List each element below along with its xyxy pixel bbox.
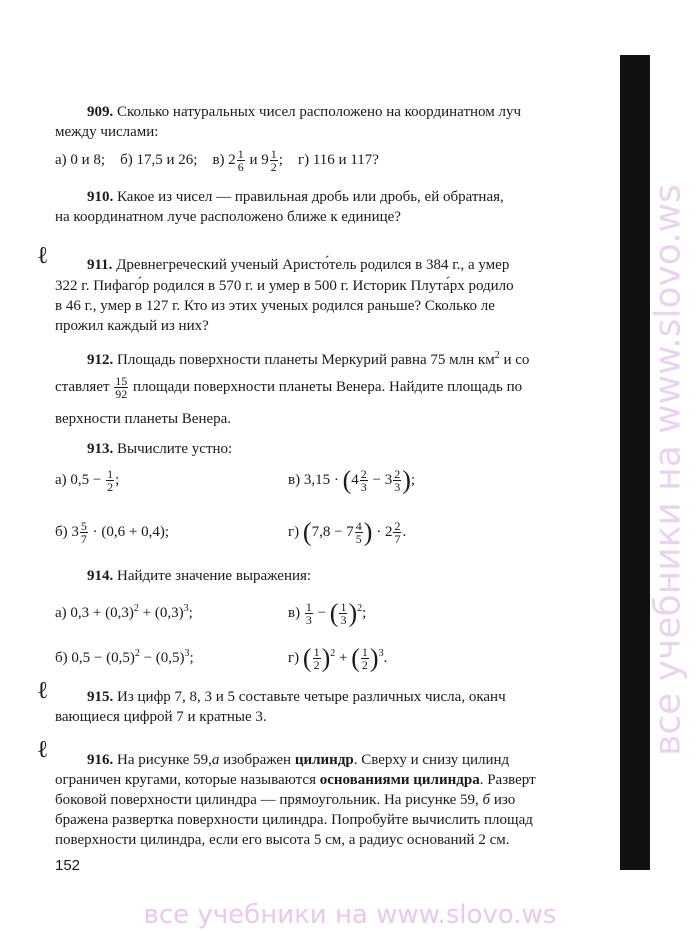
watermark-bottom: все учебники на www.slovo.ws bbox=[143, 900, 557, 930]
problem-913-a: а) 0,5 − $\frac{1}{2}$ ; bbox=[55, 467, 120, 494]
problem-915-line-2: вающиеся цифрой 7 и кратные 3. bbox=[55, 709, 267, 725]
problem-911-line-3: в 46 г., умер в 127 г. Кто из этих ученых родился раньше? Сколько ле bbox=[55, 298, 495, 314]
problem-912-line-2: ставляет $\frac{15}{92}$ площади поверхности планеты Венера. Найдите площадь по bbox=[55, 374, 523, 401]
problem-914-a: а) $0,3 + (0,3)^2 + (0,3)^3$; bbox=[55, 603, 193, 621]
fraction: $\frac{15}{92}$ bbox=[115, 374, 128, 401]
fraction: $\frac{1}{2}$ bbox=[270, 147, 277, 174]
problem-912-line-1: 912. Площадь поверхности планеты Меркурий равна 75 млн $км^2$ и со bbox=[87, 350, 530, 368]
task-type-icon: ℓ bbox=[38, 675, 47, 704]
page-number: 152 bbox=[55, 857, 81, 874]
problem-913-b: б) 3 $\frac{5}{7}$ · (0,6 + 0,4); bbox=[55, 519, 170, 546]
problem-913-title: 913. Вычислите устно: bbox=[87, 441, 233, 457]
task-type-icon: ℓ bbox=[38, 240, 47, 269]
problem-911-line-2: 322 г. Пифаго́р родился в 570 г. и умер в 500 г. Историк Плута́рх родило bbox=[55, 278, 514, 294]
problem-909-options: а) 0 и 8; б) 17,5 и 26; в) 2 $\frac{1}{6}$ и 9 $\frac{1}{2}$ ; г) 116 и 117? bbox=[55, 147, 379, 174]
problem-913-g: г) (7,8 − 7 $\frac{4}{5}$ ) · 2 $\frac{2}{7}$ . bbox=[288, 517, 407, 547]
problem-916-line-3: боковой поверхности цилиндра — прямоугольник. На рисунке 59, б изо bbox=[55, 792, 516, 808]
problem-914-title: 914. Найдите значение выражения: bbox=[87, 568, 312, 584]
problem-912-line-3: верхности планеты Венера. bbox=[55, 411, 232, 427]
problem-914-g: г) ( $\frac{1}{2}$ )$^2$ + ( $\frac{1}{2}$ )$^3$. bbox=[288, 643, 388, 673]
problem-910-line-1: 910. Какое из чисел — правильная дробь или дробь, ей обратная, bbox=[87, 189, 504, 205]
problem-911-line-4: прожил каждый из них? bbox=[55, 318, 209, 334]
problem-914-v: в) $\frac{1}{3}$ − ( $\frac{1}{3}$ )$^2$; bbox=[288, 598, 367, 628]
problem-910-line-2: на координатном луче расположено ближе к единице? bbox=[55, 209, 401, 225]
problem-916-line-2: ограничен кругами, которые называются основаниями цилиндра. Разверт bbox=[55, 772, 536, 788]
scan-edge-shadow bbox=[630, 55, 638, 870]
problem-911-line-1: 911. Древнегреческий ученый Аристо́тель родился в 384 г., а умер bbox=[87, 257, 510, 273]
problem-915-line-1: 915. Из цифр 7, 8, 3 и 5 составьте четыре различных числа, оканч bbox=[87, 689, 506, 705]
problem-909-number: 909. bbox=[87, 104, 114, 120]
problem-916-line-5: поверхности цилиндра, если его высота 5 см, а радиус оснований 2 см. bbox=[55, 832, 510, 848]
problem-916-line-1: 916. На рисунке 59,а изображен цилиндр. Сверху и снизу цилинд bbox=[87, 752, 510, 768]
problem-914-b: б) $0,5 - (0,5)^2 - (0,5)^3$; bbox=[55, 648, 194, 666]
problem-909-line-1: 909. Сколько натуральных чисел расположено на координатном луч bbox=[87, 104, 522, 120]
problem-909-line-2: между числами: bbox=[55, 124, 159, 140]
watermark-vertical: все учебники на www.slovo.ws bbox=[647, 184, 689, 756]
problem-916-line-4: бражена развертка поверхности цилиндра. Попробуйте вычислить площад bbox=[55, 812, 533, 828]
fraction: $\frac{1}{6}$ bbox=[237, 147, 244, 174]
problem-913-v: в) 3,15 · (4 $\frac{2}{3}$ − 3 $\frac{2}{3}$ ); bbox=[288, 465, 416, 495]
task-type-icon: ℓ bbox=[38, 734, 47, 763]
